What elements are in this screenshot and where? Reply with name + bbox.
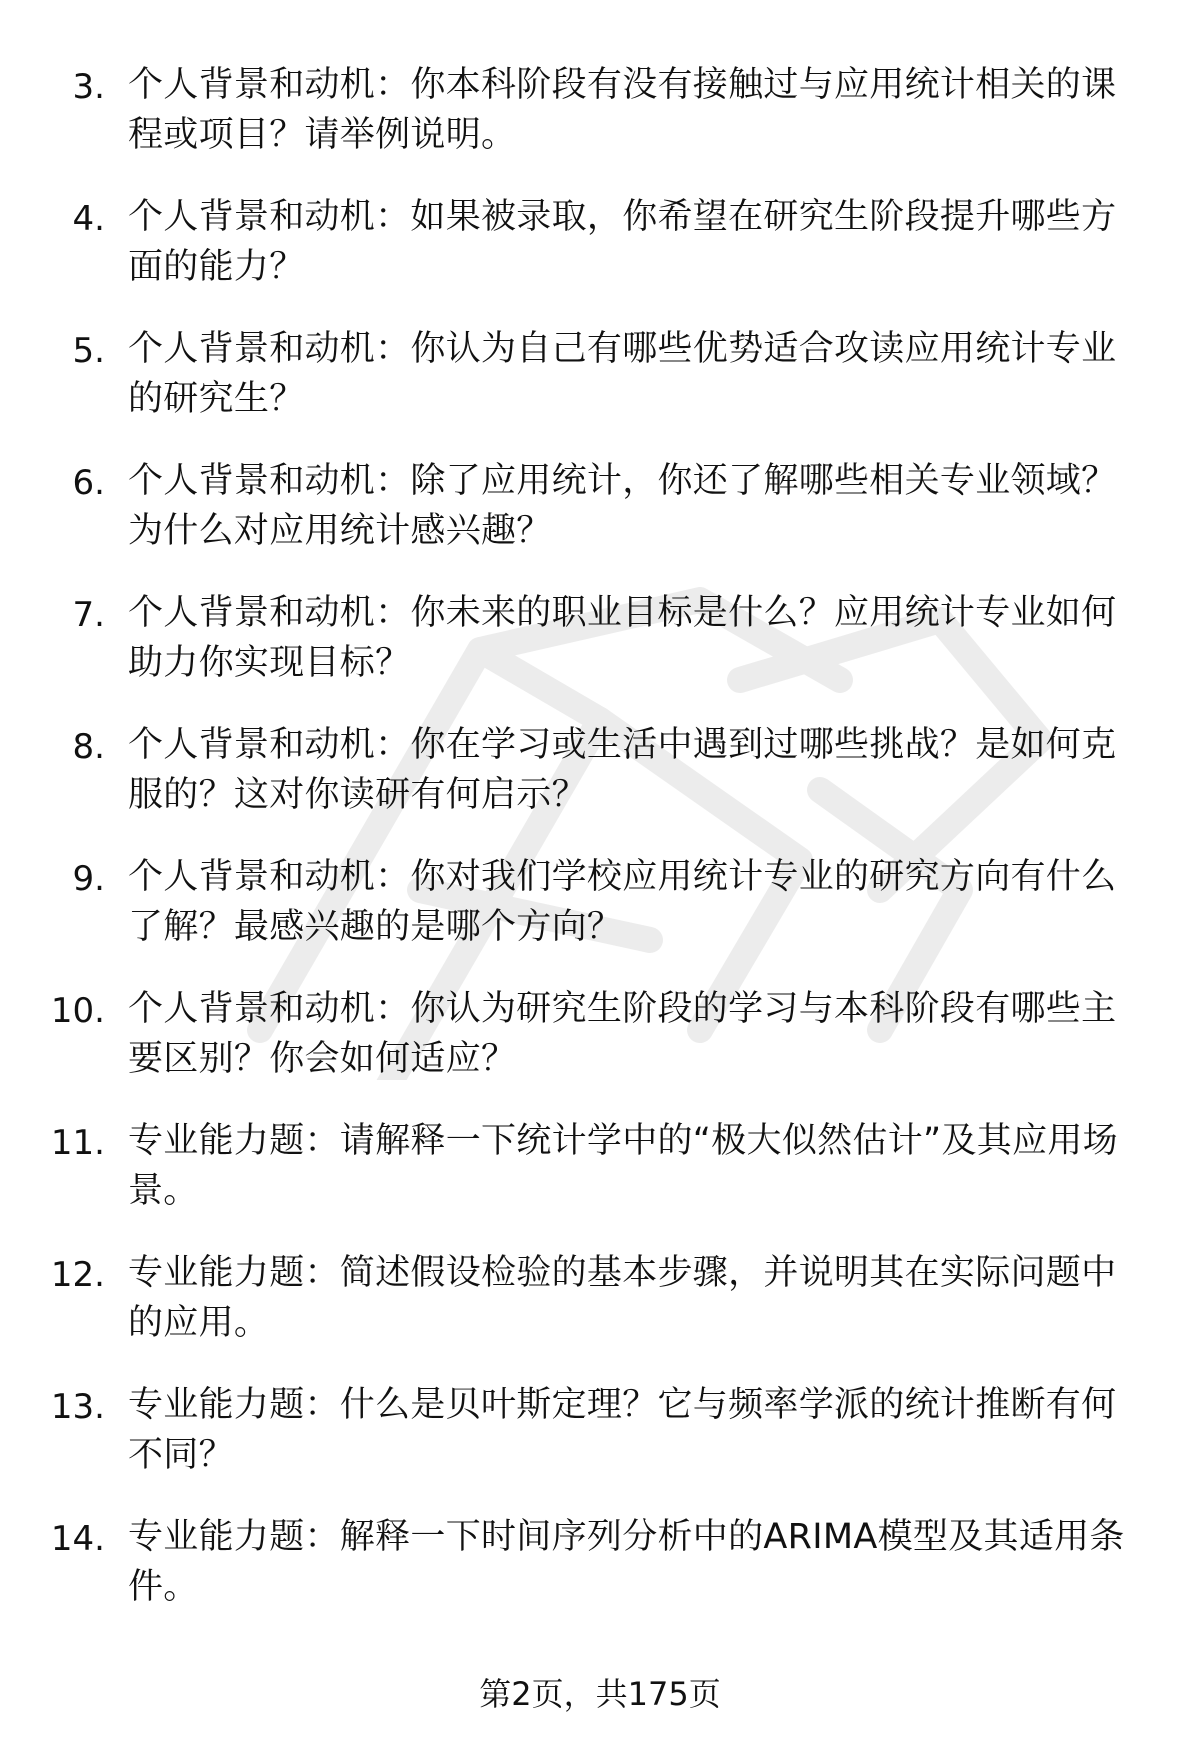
- question-text: 专业能力题：什么是贝叶斯定理？它与频率学派的统计推断有何不同？: [128, 1385, 1117, 1475]
- question-item: [0, 1248, 1200, 1380]
- question-text: 个人背景和动机：你未来的职业目标是什么？应用统计专业如何助力你实现目标？: [128, 593, 1117, 683]
- question-number: 3.: [72, 67, 105, 107]
- question-number: 11.: [50, 1123, 105, 1163]
- question-number: 8.: [72, 727, 105, 767]
- question-number: 12.: [50, 1255, 105, 1295]
- question-number: 9.: [72, 859, 105, 899]
- question-item: [0, 588, 1200, 720]
- question-text: 专业能力题：解释一下时间序列分析中的ARIMA模型及其适用条件。: [128, 1517, 1125, 1607]
- page-number-footer: 第2页，共175页: [479, 1675, 721, 1713]
- question-item: [0, 192, 1200, 324]
- question-item: [0, 984, 1200, 1116]
- question-text: 个人背景和动机：你对我们学校应用统计专业的研究方向有什么了解？最感兴趣的是哪个方向？: [128, 857, 1117, 947]
- question-item: [0, 720, 1200, 852]
- question-text: 个人背景和动机：你本科阶段有没有接触过与应用统计相关的课程或项目？请举例说明。: [128, 65, 1117, 155]
- question-text: 专业能力题：请解释一下统计学中的“极大似然估计”及其应用场景。: [128, 1121, 1118, 1211]
- question-text: 个人背景和动机：你在学习或生活中遇到过哪些挑战？是如何克服的？这对你读研有何启示？: [128, 725, 1117, 815]
- question-number: 4.: [72, 199, 105, 239]
- question-list: [0, 60, 1200, 1644]
- question-text: 专业能力题：简述假设检验的基本步骤，并说明其在实际问题中的应用。: [128, 1253, 1117, 1343]
- question-item: [0, 1116, 1200, 1248]
- question-number: 14.: [50, 1519, 105, 1559]
- question-number: 5.: [72, 331, 105, 371]
- question-item: [0, 60, 1200, 192]
- question-text: 个人背景和动机：你认为研究生阶段的学习与本科阶段有哪些主要区别？你会如何适应？: [128, 989, 1117, 1079]
- question-item: [0, 324, 1200, 456]
- question-item: [0, 1512, 1200, 1644]
- question-text: 个人背景和动机：除了应用统计，你还了解哪些相关专业领域？为什么对应用统计感兴趣？: [128, 461, 1117, 551]
- question-text: 个人背景和动机：如果被录取，你希望在研究生阶段提升哪些方面的能力？: [128, 197, 1117, 287]
- question-item: [0, 1380, 1200, 1512]
- question-item: [0, 456, 1200, 588]
- question-item: [0, 852, 1200, 984]
- question-number: 10.: [50, 991, 105, 1031]
- question-text: 个人背景和动机：你认为自己有哪些优势适合攻读应用统计专业的研究生？: [128, 329, 1117, 419]
- question-number: 13.: [50, 1387, 105, 1427]
- question-number: 6.: [72, 463, 105, 503]
- question-number: 7.: [72, 595, 105, 635]
